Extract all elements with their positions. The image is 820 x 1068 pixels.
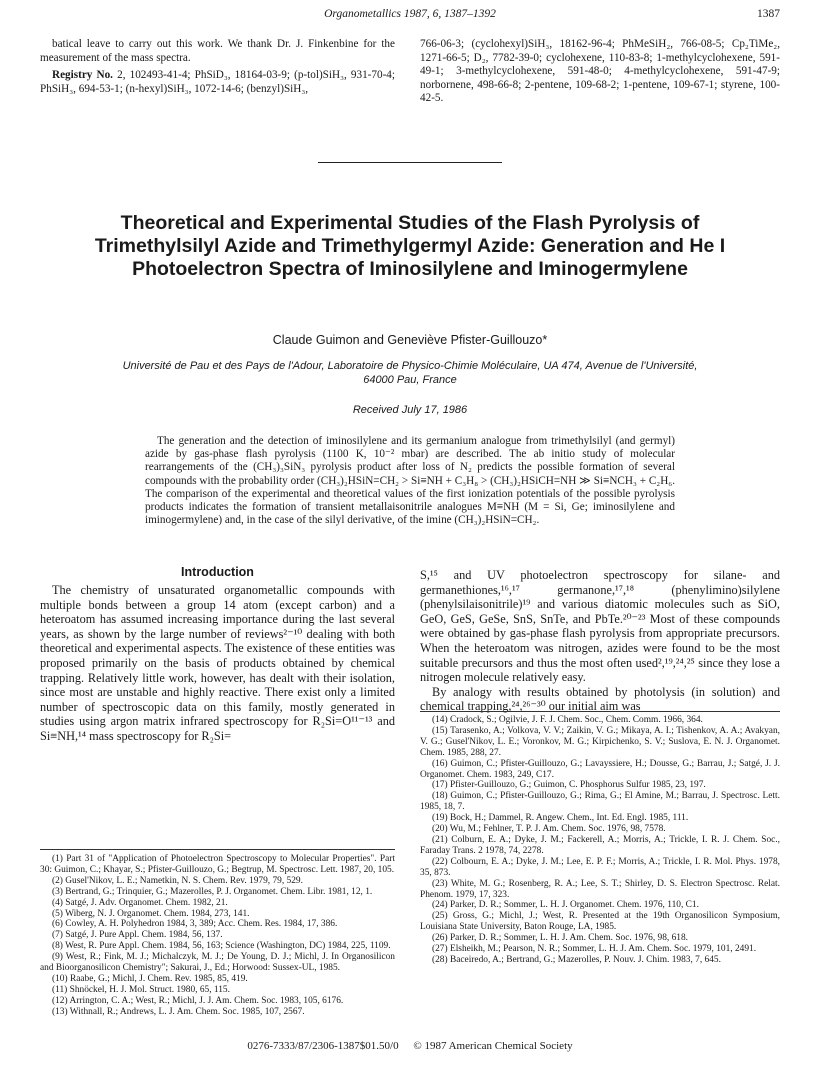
footnote: (15) Tarasenko, A.; Volkova, V. V.; Zaikin, V. G.; Mikaya, A. I.; Tishenkov, A. A.; Avakyan, V. G.; Gusel'Nikov, L. E.; Voronkov, M. G.; Kirpichenko, S. V.; Suslova, E. N. J. Organomet. Chem. 1985, 288, 27.	[420, 725, 780, 758]
introduction-right-column	[420, 568, 780, 714]
footnote: (3) Bertrand, G.; Trinquier, G.; Mazerolles, P. J. Organomet. Chem. Libr. 1981, 12, 1.	[52, 886, 373, 897]
footnote: (21) Colburn, E. A.; Dyke, J. M.; Fackerell, A.; Morris, A.; Trickle, I. R. J. Chem. Soc., Faraday Trans. 2 1978, 74, 2278.	[420, 834, 780, 856]
footnote: (1) Part 31 of "Application of Photoelectron Spectroscopy to Molecular Properties". Part 30: Guimon, C.; Khayar, S.; Pfister-Guillouzo, G.; Begtrup, M. Spectrosc. Lett. 1987, 20, 105.	[40, 854, 395, 875]
article-authors: Claude Guimon and Geneviève Pfister-Guillouzo*	[272, 333, 548, 347]
footnote-rule-right	[420, 711, 780, 712]
page-footer	[40, 1040, 780, 1052]
footnote: (14) Cradock, S.; Ogilvie, J. F. J. Chem. Soc., Chem. Comm. 1966, 364.	[432, 715, 703, 725]
page-number: 1387	[757, 8, 780, 20]
registry-numbers-right: 766-06-3; (cyclohexyl)SiH₃, 18162-96-4; PhMeSiH₂, 766-08-5; Cp₂TiMe₂, 1271-66-5; D₂, 7782-39-0; cyclohexene, 110-83-8; 1-methylcyclohexene, 591-49-1; 3-methylcyclohexene, 591-48-0; 4-methylcyclohexene, 591-47-9; norbornene, 498-66-8; 2-pentene, 109-68-2; 1-pentene, 109-67-1; styrene, 100-42-5.	[420, 38, 780, 105]
article-separator-rule	[318, 162, 502, 163]
introduction-continued: S,¹⁵ and UV photoelectron spectroscopy for silane- and germanethiones,¹⁶,¹⁷ germanone,¹⁷,¹⁸ (phenylimino)silylene (phenylsilaisonitrile)¹⁹ and various diatomic molecules such as SiO, GeO, GeS, GeSe, SnS, SnTe, and PbTe.²⁰⁻²³ Most of these compounds were obtained by gas-phase flash pyrolysis from appropriate precursors. When the heteroatom was nitrogen, azides were found to be the most suitable precursors and thus the most often used²,¹⁹,²⁴,²⁵ since they lose a nitrogen molecule relatively easy.	[420, 568, 780, 685]
footnote: (18) Guimon, C.; Pfister-Guillouzo, G.; Rima, G.; El Amine, M.; Barrau, J. Spectrosc. Lett. 1985, 18, 7.	[420, 791, 780, 813]
footnote: (25) Gross, G.; Michl, J.; West, R. Presented at the 19th Organosilicon Symposium, Louisiana State University, Baton Rouge, LA, 1985.	[420, 911, 780, 933]
footnote: (28) Baceiredo, A.; Bertrand, G.; Mazerolles, P. Nouv. J. Chim. 1983, 7, 645.	[432, 954, 721, 965]
registry-paragraph	[40, 69, 395, 96]
footnote: (13) Withnall, R.; Andrews, L. J. Am. Chem. Soc. 1985, 107, 2567.	[52, 1006, 305, 1017]
footnote: (24) Parker, D. R.; Sommer, L. H. J. Organomet. Chem. 1976, 110, C1.	[432, 900, 699, 911]
footnote: (10) Raabe, G.; Michl, J. Chem. Rev. 1985, 85, 419.	[52, 973, 248, 984]
acknowledgment-text: batical leave to carry out this work. We thank Dr. J. Finkenbine for the measurement of the mass spectra.	[40, 38, 395, 64]
footnote: (27) Elsheikh, M.; Pearson, N. R.; Sommer, L. H. J. Am. Chem. Soc. 1979, 101, 2491.	[432, 944, 757, 955]
footnote: (23) White, M. G.; Rosenberg, R. A.; Lee, S. T.; Shirley, D. S. Electron Spectrosc. Relat. Phenom. 1979, 17, 323.	[420, 878, 780, 900]
previous-article-end-right	[420, 38, 780, 106]
footnote: (8) West, R. Pure Appl. Chem. 1984, 56, 163; Science (Washington, DC) 1984, 225, 1109.	[52, 941, 391, 952]
copyright-notice: © 1987 American Chemical Society	[413, 1040, 573, 1052]
footnote: (5) Wiberg, N. J. Organomet. Chem. 1984, 273, 141.	[52, 908, 250, 919]
journal-citation: Organometallics 1987, 6, 1387–1392	[324, 8, 496, 20]
footnote: (7) Satgé, J. Pure Appl. Chem. 1984, 56, 137.	[52, 930, 223, 941]
footnote: (9) West, R.; Fink, M. J.; Michalczyk, M. J.; De Young, D. J.; Michl, J. In Organosilicon and Bioorganosilicon Chemistry"; Sakurai, J., Ed.; Horwood: Sussex-UL, 1985.	[40, 952, 395, 974]
footnote: (11) Shnöckel, H. J. Mol. Struct. 1980, 65, 115.	[52, 984, 230, 995]
previous-article-end-left	[40, 38, 395, 96]
author-affiliation: Université de Pau et des Pays de l'Adour, Laboratoire de Physico-Chimie Moléculaire, UA 474, Avenue de l'Université, 64000 Pau, France	[122, 360, 698, 386]
registry-label: Registry No.	[52, 69, 113, 82]
footnote: (20) Wu, M.; Fehlner, T. P. J. Am. Chem. Soc. 1976, 98, 7578.	[432, 824, 666, 835]
section-heading-introduction: Introduction	[181, 565, 254, 579]
footnote: (4) Satgé, J. Adv. Organomet. Chem. 1982, 21.	[52, 897, 228, 908]
footnote: (16) Guimon, C.; Pfister-Guillouzo, G.; Lavayssiere, H.; Dousse, G.; Barrau, J.; Satgé, J. J. Organomet. Chem. 1983, 249, C17.	[420, 758, 780, 780]
abstract-text: The generation and the detection of iminosilylene and its germanium analogue from trimethylsilyl (and germyl) azide by gas-phase flash pyrolysis (1100 K, 10⁻² mbar) are described. The ab initio study of molecular rearrangements of the (CH₃)₃SiN₃ pyrolysis product after loss of N₂ predicts the possible formation of several compounds with the probability order (CH₃)₂HSiN=CH₂ > Si≡NH + C₃H₈ > (CH₃)₂HSiCH=NH ≫ Si≡NCH₃ + C₂H₆. The comparison of the experimental and theoretical values of the first ionization potentials of the possible pyrolysis products indicates the formation of transient metallaisonitrile analogues M≡NH (M = Si, Ge; iminosilylene and iminogermylene) and, in the case of the silyl derivative, of the imine (CH₃)₂HSiN=CH₂.	[145, 435, 675, 527]
introduction-paragraph: The chemistry of unsaturated organometallic compounds with multiple bonds between a group 14 atom (except carbon) and a heteroatom has assumed increasing importance during the last several years, as shown by the large number of reviews²⁻¹⁰ dealing with both theoretical and experimental aspects. The existence of these entities was proposed primarily on the basis of products obtained by chemical trapping. Relatively little work, however, has dealt with their isolation, since most are unstable and highly reactive. There exist only a limited number of spectroscopic data on this family, mostly generated in studies using argon matrix infrared spectroscopy for R₂Si=O¹¹⁻¹³ and Si≡NH,¹⁴ mass spectroscopy for R₂Si=	[40, 583, 395, 743]
footnote: (22) Colbourn, E. A.; Dyke, J. M.; Lee, E. P. F.; Morris, A.; Trickle, I. R. Mol. Phys. 1978, 35, 873.	[420, 856, 780, 878]
footnotes-left	[40, 854, 395, 1018]
footnote: (6) Cowley, A. H. Polyhedron 1984, 3, 389; Acc. Chem. Res. 1984, 17, 386.	[52, 919, 338, 930]
footnote: (2) Gusel'Nikov, L. E.; Nametkin, N. S. Chem. Rev. 1979, 79, 529.	[52, 875, 303, 886]
introduction-paragraph-2: By analogy with results obtained by photolysis (in solution) and chemical trapping,²⁴,²⁶⁻³⁰ our initial aim was	[420, 684, 780, 714]
received-date: Received July 17, 1986	[352, 404, 468, 416]
article-title: Theoretical and Experimental Studies of the Flash Pyrolysis of Trimethylsilyl Azide and Trimethylgermyl Azide: Generation and He I Photoelectron Spectra of Iminosilylene and Iminogermylene	[94, 212, 726, 280]
registry-numbers-left: 2, 102493-41-4; PhSiD₃, 18164-03-9; (p-tol)SiH₃, 931-70-4; PhSiH₃, 694-53-1; (n-hexyl)SiH₃, 1072-14-6; (benzyl)SiH₃,	[40, 69, 396, 95]
footnote: (26) Parker, D. R.; Sommer, L. H. J. Am. Chem. Soc. 1976, 98, 618.	[432, 933, 689, 944]
introduction-left-column	[40, 583, 395, 744]
footnote: (17) Pfister-Guillouzo, G.; Guimon, C. Phosphorus Sulfur 1985, 23, 197.	[432, 780, 706, 791]
footnote: (19) Bock, H.; Dammel, R. Angew. Chem., Int. Ed. Engl. 1985, 111.	[432, 813, 689, 824]
footnote: (12) Arrington, C. A.; West, R.; Michl, J. J. Am. Chem. Soc. 1983, 105, 6176.	[52, 995, 344, 1006]
abstract	[145, 435, 675, 527]
running-header	[40, 8, 780, 24]
footnotes-right	[420, 715, 780, 966]
article-code: 0276-7333/87/2306-1387$01.50/0	[247, 1040, 399, 1052]
footnote-rule-left	[40, 849, 395, 850]
